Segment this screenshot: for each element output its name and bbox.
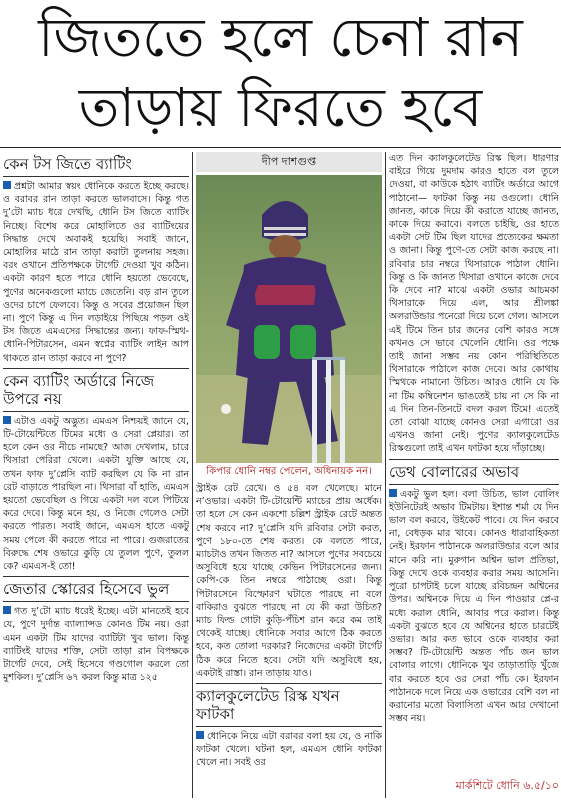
column-divider	[385, 152, 386, 798]
bullet-square-icon	[196, 731, 204, 739]
article-paragraph: প্রশ্নটা আমার স্বয়ং ধোনিকে করতে ইচ্ছে করছে। ও বরাবর রান তাড়া করতে ভালবাসে। কিন্তু গত দু’টো ম্যাচ ধরে দেখছি, ধোনি টস জিতে ব্যাটিং নিচ্ছে। বিশেষ করে মোহালিতে ওর ব্যাটিংয়ের সিদ্ধান্ত দেখে অবাকই হয়েছি। সবাই জানে, মোহালির মাঠে রান তাড়া করাটা তুলনায় সহজ। বরং ওখানে প্রতিপক্ষকে টার্গেট দেওয়া খুব কঠিন। একটা কারণ হতে পারে ধোনি হয়তো ভেবেছে, পুণের অনেকগুলো ম্যাচে জেতেনি। বড় রান তুলে ওদের চাপে ফেলবে। কিন্তু ও সবের প্রয়োজন ছিল না। পুণে কিন্তু এ দিন লড়াইয়ে পিছিয়ে পড়ল ওই টস জিতে এমএসের সিদ্ধান্তের জন্য। ফাফ-স্মিথ-ধোনি-পিটারসেন, এমন স্বপ্নের ব্যাটিং লাইন আপ থাকতে রান তাড়া করবে না পুণে?	[3, 181, 189, 364]
section-title-calculated-risk: ক্যালকুলেটেড রিস্ক যখন ফাটকা	[196, 687, 340, 724]
article-paragraph: এত দিন ক্যালকুলেটেড রিস্ক ছিল। ধারণার বাইরে গিয়ে দুমদাম কারও হাতে বল তুলে দেওয়া, বা কাউকে হঠাৎ ব্যাটিং অর্ডারে আগে পাঠানো— ফাটকা কিন্তু নয় ওগুলো। ধোনি জানত, কাকে দিয়ে কী করাতে যাচ্ছে জানত, কাকে দিয়ে করাবে। বলতে চাইছি, ওর হাতে একটা সেট টিম ছিল যাদের প্রত্যেকের ক্ষমতা ও জানা। কিন্তু পুণে-তে সেটা কাজ করছে না। রবিবার চার নম্বরে থিসারাকে পাঠাল ধোনি। কিন্তু ও কি জানত থিসারা ওখানে কাজে দেবে কি দেবে না? মাঝে একটা ওভার আচমকা থিসারাকে দিয়ে এল, আর শ্রীলঙ্কা অলরাউন্ডার পনেরো দিয়ে চলে গেল। আসলে এই টিমে তিন চার জনের বেশি কারও সঙ্গে কখনও সে ভাবে খেলেনি ধোনি। ওর পক্ষে তাই জানা সম্ভব নয় কোন পরিস্থিতিতে থিসারাকে পাঠালে কাজ দেবে। আর কোথায় স্মিথকে নামানো উচিত। আরও ধোনি যে কি না টিম কম্বিনেশন ভাঙতেই চায় না সে কি না এ দিন তিন-তিনটে বদল করল টিমে! এতেই তো বোঝা যাচ্ছে কোনও সেরা এগারো ওর এখনও জানা নেই। পুণের ক্যালকুলেটেড রিস্কগুলো তাই এখন ফাটকা হয়ে দাঁড়াচ্ছে।	[389, 153, 559, 455]
bullet-square-icon	[3, 181, 11, 189]
article-paragraph: স্ট্রাইক রেট রেখে। ও ৫৪ বল খেলেছে। মানে ন’ওভার। একটা টি-টোয়েন্টি ম্যাচের প্রায় অর্ধেক। তা হলে সে কেন একশো চল্লিশ স্ট্রাইক রেটে অন্তত শেষ করবে না? দু’প্লেসি যদি রবিবার সেটা করত, পুণে ১৮০-তে শেষ করত। কে বলতে পারে, ম্যাচটাও তখন জিতত না? আসলে পুণের সবচেয়ে অসুবিধে হয়ে যাচ্ছে কেভিন পিটারসেনের জন্য। কেপি-কে তিন নম্বরে পাঠাচ্ছে ওরা। কিন্তু পিটারসেনে বিস্ফোরণ ঘটাতে পারছে না বলে বাকিরাও বুঝতে পারছে না যে কী করা উচিত? ম্যাচ ফিল্ড গোটা কুড়ি-পঁচিশ রান করে কম তাই থেকেই যাচ্ছে। ধোনিকে সবার আগে ঠিক করতে হবে, কত তোলা দরকার? নিজেদের একটা টার্গেট ঠিক করে নিতে হবে। সেটা যদি অসুবিধে হয়, একটাই রাস্তা। রান তাড়ায় যাও।	[196, 483, 382, 679]
column-divider	[192, 152, 193, 798]
player-photo	[196, 175, 382, 463]
section-title-batting-order: কেন ব্যাটিং অর্ডারে নিজে উপরে নয়	[3, 371, 155, 408]
bullet-square-icon	[3, 606, 11, 614]
bullet-square-icon	[3, 416, 11, 424]
divider	[3, 601, 189, 602]
divider	[3, 411, 189, 412]
divider	[3, 176, 189, 177]
divider	[196, 683, 382, 684]
headline-line-1: জিততে হলে চেনা রান	[38, 6, 523, 69]
column-3	[389, 152, 559, 800]
marksheet-score: মার্কশিটে ধোনি ৬.৫/১০	[455, 779, 559, 792]
section-title-toss: কেন টস জিতে ব্যাটিং	[3, 155, 132, 173]
column-1	[3, 152, 189, 800]
divider	[389, 484, 559, 485]
headline-line-2: তাড়ায় ফিরতে হবে	[78, 76, 483, 139]
byline: দীপ দাশগুপ্ত	[196, 152, 382, 172]
section-title-winning-score: জেতার স্কোরের হিসেবে ভুল	[3, 580, 170, 599]
divider	[196, 726, 382, 727]
divider	[3, 576, 189, 577]
article-paragraph: ধোনিকে নিয়ে এটা বরাবর বলা হয় যে, ও নাকি ফাটকা খেলে। ঘটনা হল, এমএস ধোনি ফাটকা খেলে না। সবই ওর	[196, 731, 382, 769]
article-paragraph: গত দু’টো ম্যাচ ধরেই ইচ্ছে। এটা মানতেই হবে যে, পুণে দুর্দান্ত ব্যাল্যান্সড কোনও টিম নয়। ওরা এমন একটা টিম যাদের ব্যাটিটা খুব ভাল। কিন্তু ব্যাটিংই যাদের শক্তি, সেটা তাড়া রান বিপক্ষকে টার্গেট দেবে, সেই হিসেবে গণ্ডগোল করলে তো মুশকিল। দু’প্লেসি ৬৭ করল কিন্তু মাত্র ১২৫	[3, 606, 189, 684]
divider	[389, 459, 559, 460]
photo-caption: কিপার ধোনি নম্বর পেলেন, অধিনায়ক নন।	[206, 466, 372, 477]
article-paragraph: একটু ভুল হল। বলা উচিত, ভাল বোলিং ইউনিটেরই অভাব টিমটায়। ইশান্ত শর্মা যে দিন ভাল বল করবে, উইকেট পাবে। যে দিন করবে না, বেধড়ক মার খাবে। কোনও ধারাবাহিকতা নেই। ইরফান পাঠানকে অলরাউন্ডার বলে আর মানে করি না। মুরুগান অশ্বিন ভাল প্রতিভা, কিন্তু দেখে ওকে ব্যবহার করার সময় আসেনি। পুরো চাপটাই চলে যাচ্ছে রবিচন্দ্রন অশ্বিনের উপর। অশ্বিনকে দিয়ে এ দিন পাওয়ার প্লে-র মধ্যে করাল ধোনি, আবার পরে করাল। কিন্তু একটা বুঝতে হবে যে অশ্বিনের হাতে চারটেই ওভার। আর কত ভাবে ওকে ব্যবহার করা সম্ভব? টি-টোয়েন্টি অন্তত পাঁচ জন ভাল বোলার লাগে। ধোনিকে খুব তাড়াতাড়ি খুঁজে বার করতে হবে ওর সেরা পাঁচ কে। ইরফান পাঠানকে দলে নিয়ে এক ওভারের বেশি বল না করানোর মতো বিলাসিতা এখন আর দেখানো সম্ভব নয়।	[389, 488, 559, 725]
bullet-square-icon	[389, 489, 397, 497]
divider	[3, 368, 189, 369]
headline	[0, 0, 561, 148]
article-paragraph: এটাও একটু অদ্ভুত। এমএস নিশ্চয়ই জানে যে, টি-টোয়েন্টিতে টিমের মধ্যে ও সেরা প্লেয়ার। তা হলে কেন ওর নীচে নামছে? আজ দেখলাম, চারে থিসারা পেরিরা খেলে। একটা যুক্তি আছে যে, তখন ফাফ দু’প্লেসি ব্যাট করছিল যে কি না রান রেট বাড়াতে পারছিল না। থিসারা বাঁ হাতি, এমএস হয়তো ভেবেছিল ও গিয়ে একটা দল বলে পিটিয়ে করে দেবে। কিন্তু মনে হয়, ও নিজে গেলেও সেটা করতে পারত। সবাই জানে, এমএস হাতে একটু সময় পেলে কী করতে পারে না পারে। গুজরাতের বিরুদ্ধে শেষ ওভারে কুড়ি যে তুলল পুণে, তুলল কে? এমএস-ই তো!	[3, 415, 189, 573]
section-title-death-bowler: ডেথ বোলারের অভাব	[389, 462, 520, 481]
column-2	[196, 152, 382, 800]
wicketkeeper-illustration	[196, 175, 382, 463]
